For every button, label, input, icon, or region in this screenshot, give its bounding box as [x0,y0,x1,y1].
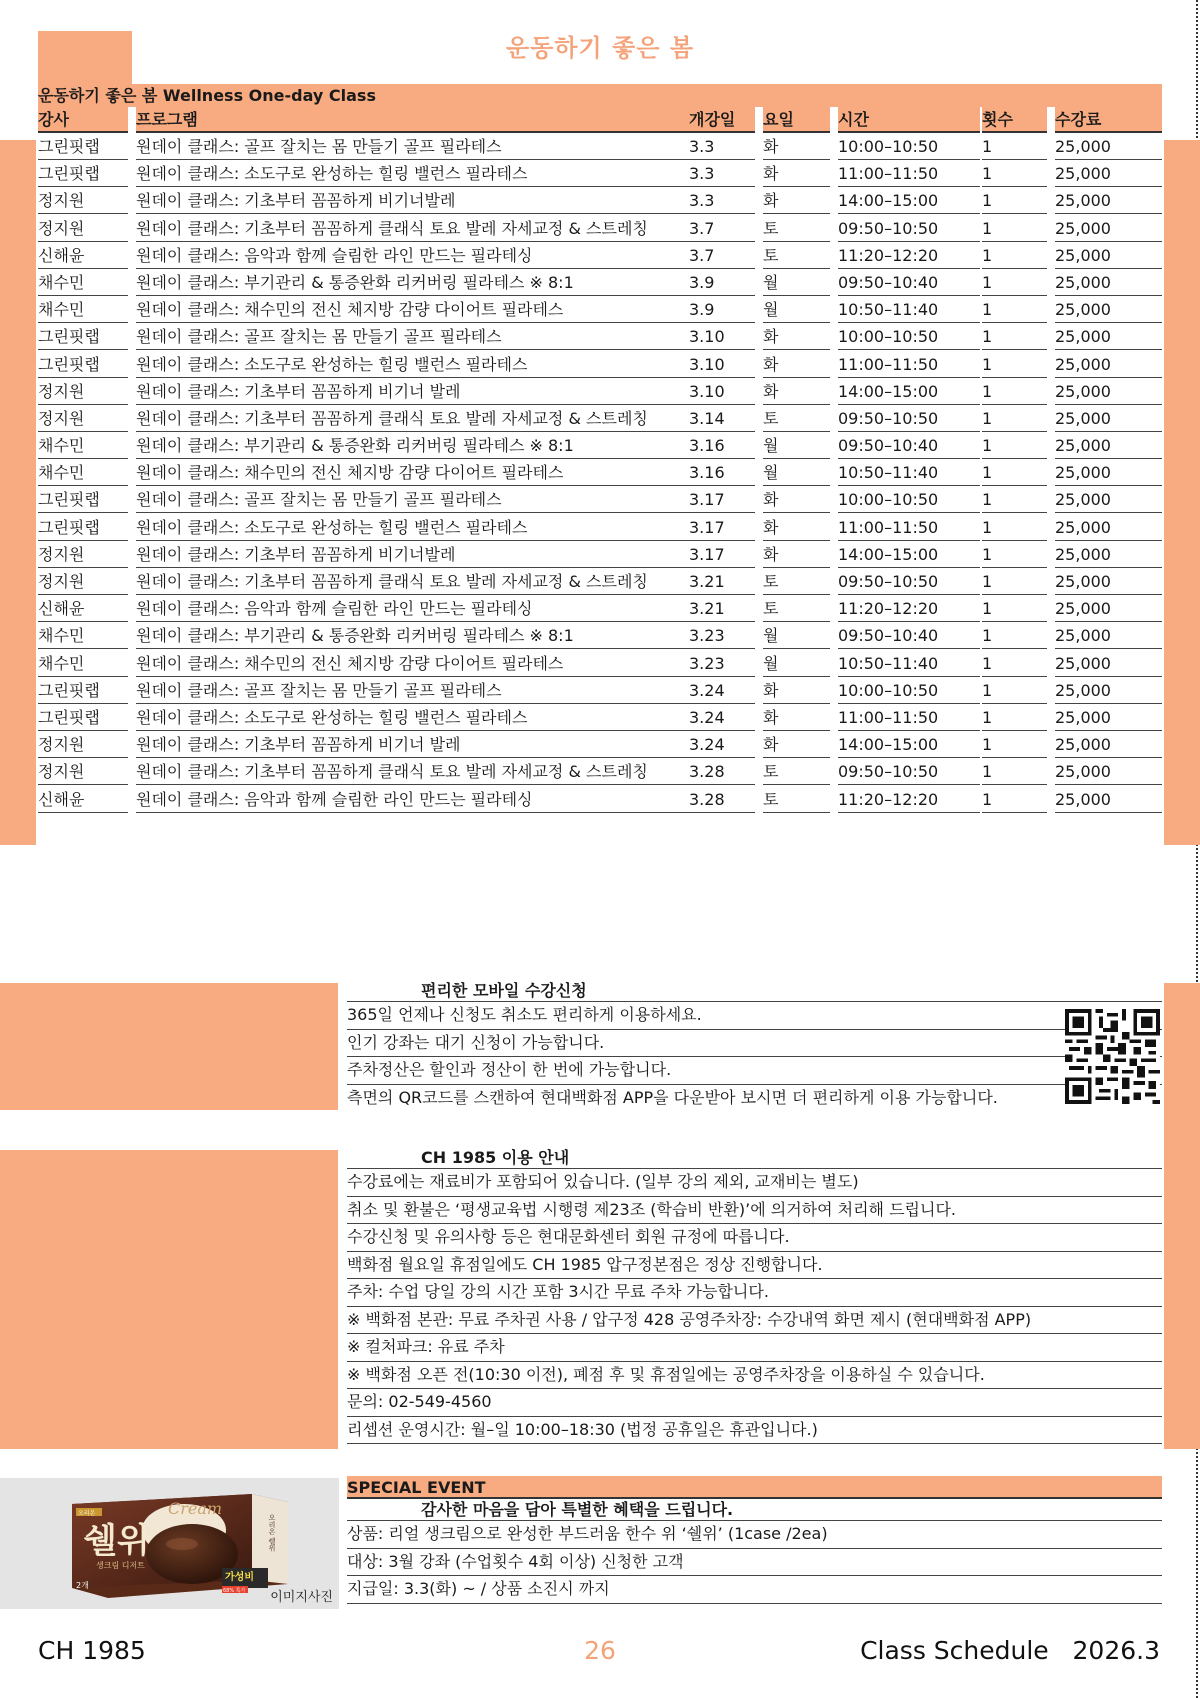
table-row [38,216,1162,243]
cell-instructor: 그린핏랩 [38,352,128,378]
cell-start-date: 3.24 [689,732,755,758]
table-row [38,243,1162,270]
cell-time: 14:00–15:00 [838,188,980,214]
cell-instructor: 그린핏랩 [38,161,128,187]
cell-instructor: 정지원 [38,406,128,432]
cell-start-date: 3.3 [689,134,755,160]
guide-line: 문의: 02-549-4560 [347,1389,1162,1417]
guide-line: ※ 백화점 본관: 무료 주차권 사용 / 압구정 428 공영주차장: 수강내역 화면 제시 (현대백화점 APP) [347,1307,1162,1335]
cell-program: 원데이 클래스: 기초부터 꼼꼼하게 클래식 토요 발레 자세교정 & 스트레칭 [136,216,727,242]
cell-sessions: 1 [982,596,1047,622]
cell-sessions: 1 [982,732,1047,758]
cell-fee: 25,000 [1055,623,1162,649]
product-package-image [72,1484,288,1602]
cell-fee: 25,000 [1055,188,1162,214]
cell-weekday: 월 [763,651,830,677]
cell-fee: 25,000 [1055,759,1162,785]
cell-program: 원데이 클래스: 채수민의 전신 체지방 감량 다이어트 필라테스 [136,460,727,486]
cell-sessions: 1 [982,705,1047,731]
mobile-registration-section [347,980,1162,1112]
cell-sessions: 1 [982,759,1047,785]
cell-sessions: 1 [982,243,1047,269]
cell-time: 11:00–11:50 [838,705,980,731]
cell-instructor: 정지원 [38,216,128,242]
cell-start-date: 3.9 [689,270,755,296]
package-sub: 생크림 디저트 [96,1561,145,1570]
cell-start-date: 3.10 [689,324,755,350]
cell-program: 원데이 클래스: 소도구로 완성하는 힐링 밸런스 필라테스 [136,705,727,731]
cell-instructor: 신해윤 [38,243,128,269]
cell-program: 원데이 클래스: 골프 잘치는 몸 만들기 골프 필라테스 [136,134,727,160]
footer-schedule-label: Class Schedule 2026.3 [860,1636,1160,1665]
cell-program: 원데이 클래스: 부기관리 & 통증완화 리커버링 필라테스 ※ 8:1 [136,270,727,296]
schedule-header-row [38,107,1162,134]
table-row [38,188,1162,215]
cell-start-date: 3.7 [689,216,755,242]
mobile-line: 측면의 QR코드를 스캔하여 현대백화점 APP을 다운받아 보시면 더 편리하게 이용 가능합니다. [347,1087,998,1107]
cell-instructor: 그린핏랩 [38,324,128,350]
cell-time: 09:50–10:40 [838,623,980,649]
cell-start-date: 3.16 [689,460,755,486]
cell-sessions: 1 [982,270,1047,296]
cell-time: 11:20–12:20 [838,243,980,269]
cell-fee: 25,000 [1055,651,1162,677]
cell-time: 14:00–15:00 [838,732,980,758]
table-row [38,623,1162,650]
table-row [38,270,1162,297]
cell-start-date: 3.3 [689,188,755,214]
cell-sessions: 1 [982,161,1047,187]
guide-section-title: CH 1985 이용 안내 [347,1147,1162,1169]
cell-sessions: 1 [982,487,1047,513]
cell-fee: 25,000 [1055,487,1162,513]
cell-program: 원데이 클래스: 음악과 함께 슬림한 라인 만드는 필라테싱 [136,787,727,813]
event-line: 지급일: 3.3(화) ~ / 상품 소진시 까지 [347,1576,1162,1604]
cell-fee: 25,000 [1055,352,1162,378]
table-row [38,379,1162,406]
table-row [38,297,1162,324]
cell-start-date: 3.28 [689,787,755,813]
decor-block-left-guide [0,1150,338,1449]
cell-sessions: 1 [982,324,1047,350]
cell-program: 원데이 클래스: 기초부터 꼼꼼하게 클래식 토요 발레 자세교정 & 스트레칭 [136,759,727,785]
cell-start-date: 3.14 [689,406,755,432]
table-row [38,787,1162,814]
cell-fee: 25,000 [1055,243,1162,269]
package-count: 2개 [76,1581,89,1590]
cell-sessions: 1 [982,651,1047,677]
cell-program: 원데이 클래스: 기초부터 꼼꼼하게 비기너 발레 [136,732,727,758]
cell-time: 09:50–10:50 [838,569,980,595]
page-number: 26 [584,1636,616,1665]
package-name: 쉘위 [84,1521,150,1561]
table-row [38,678,1162,705]
cell-time: 14:00–15:00 [838,542,980,568]
table-row [38,515,1162,542]
cell-sessions: 1 [982,678,1047,704]
cell-program: 원데이 클래스: 골프 잘치는 몸 만들기 골프 필라테스 [136,487,727,513]
cell-weekday: 화 [763,379,830,405]
cell-start-date: 3.17 [689,515,755,541]
cell-instructor: 정지원 [38,732,128,758]
mobile-section-title: 편리한 모바일 수강신청 [347,980,1162,1002]
cell-start-date: 3.17 [689,487,755,513]
event-product-image [0,1478,339,1609]
cell-weekday: 토 [763,243,830,269]
cell-instructor: 채수민 [38,651,128,677]
event-title: 감사한 마음을 담아 특별한 혜택을 드립니다. [347,1499,1162,1521]
image-caption: 이미지사진 [270,1590,333,1605]
cell-weekday: 토 [763,216,830,242]
cell-fee: 25,000 [1055,161,1162,187]
cell-program: 원데이 클래스: 소도구로 완성하는 힐링 밸런스 필라테스 [136,352,727,378]
cell-time: 14:00–15:00 [838,379,980,405]
table-row [38,651,1162,678]
cell-instructor: 그린핏랩 [38,487,128,513]
cell-time: 10:50–11:40 [838,651,980,677]
cell-weekday: 화 [763,324,830,350]
cell-instructor: 정지원 [38,379,128,405]
cell-fee: 25,000 [1055,433,1162,459]
cell-instructor: 그린핏랩 [38,705,128,731]
mobile-line: 인기 강좌는 대기 신청이 가능합니다. [347,1030,1162,1058]
cell-program: 원데이 클래스: 음악과 함께 슬림한 라인 만드는 필라테싱 [136,596,727,622]
cell-fee: 25,000 [1055,515,1162,541]
guide-line: ※ 백화점 오픈 전(10:30 이전), 폐점 후 및 휴점일에는 공영주차장을 이용하실 수 있습니다. [347,1362,1162,1390]
cell-start-date: 3.7 [689,243,755,269]
cell-time: 11:00–11:50 [838,352,980,378]
cell-weekday: 토 [763,596,830,622]
table-row [38,487,1162,514]
guide-line: 백화점 월요일 휴점일에도 CH 1985 압구정본점은 정상 진행합니다. [347,1252,1162,1280]
header-fee: 수강료 [1055,107,1162,133]
package-side-text: 오리온 쉘위 [268,1514,276,1552]
cell-weekday: 화 [763,542,830,568]
cell-weekday: 화 [763,515,830,541]
cell-sessions: 1 [982,297,1047,323]
cell-time: 09:50–10:50 [838,406,980,432]
table-row [38,569,1162,596]
table-row [38,596,1162,623]
cell-fee: 25,000 [1055,406,1162,432]
cell-program: 원데이 클래스: 부기관리 & 통증완화 리커버링 필라테스 ※ 8:1 [136,433,727,459]
cell-sessions: 1 [982,134,1047,160]
cell-instructor: 그린핏랩 [38,134,128,160]
cell-fee: 25,000 [1055,379,1162,405]
table-row [38,161,1162,188]
table-row [38,324,1162,351]
cell-time: 10:50–11:40 [838,297,980,323]
table-row [38,134,1162,161]
cell-weekday: 화 [763,487,830,513]
table-row [38,406,1162,433]
footer-brand: CH 1985 [38,1636,146,1665]
cell-start-date: 3.10 [689,352,755,378]
decor-block-left-mobile [0,983,338,1110]
cell-weekday: 월 [763,623,830,649]
guide-line: 수강료에는 재료비가 포함되어 있습니다. (일부 강의 제외, 교재비는 별도) [347,1169,1162,1197]
cell-weekday: 월 [763,270,830,296]
cell-fee: 25,000 [1055,542,1162,568]
cell-weekday: 화 [763,161,830,187]
cell-time: 11:00–11:50 [838,515,980,541]
cell-fee: 25,000 [1055,324,1162,350]
table-row [38,352,1162,379]
schedule-table [38,84,1162,814]
cell-instructor: 채수민 [38,433,128,459]
cell-time: 11:20–12:20 [838,787,980,813]
cell-time: 10:00–10:50 [838,134,980,160]
cell-start-date: 3.23 [689,651,755,677]
cell-sessions: 1 [982,787,1047,813]
cell-program: 원데이 클래스: 채수민의 전신 체지방 감량 다이어트 필라테스 [136,651,727,677]
cell-sessions: 1 [982,515,1047,541]
cell-program: 원데이 클래스: 기초부터 꼼꼼하게 클래식 토요 발레 자세교정 & 스트레칭 [136,569,727,595]
cell-program: 원데이 클래스: 기초부터 꼼꼼하게 비기너발레 [136,542,727,568]
cell-time: 10:50–11:40 [838,460,980,486]
cell-program: 원데이 클래스: 골프 잘치는 몸 만들기 골프 필라테스 [136,678,727,704]
cell-instructor: 채수민 [38,297,128,323]
cell-sessions: 1 [982,542,1047,568]
cell-weekday: 화 [763,134,830,160]
cell-start-date: 3.10 [689,379,755,405]
cell-sessions: 1 [982,433,1047,459]
cell-weekday: 토 [763,406,830,432]
cell-start-date: 3.24 [689,678,755,704]
cell-program: 원데이 클래스: 소도구로 완성하는 힐링 밸런스 필라테스 [136,515,727,541]
table-row [38,542,1162,569]
guide-line: 리셉션 운영시간: 월–일 10:00–18:30 (법정 공휴일은 휴관입니다.) [347,1417,1162,1445]
cell-sessions: 1 [982,569,1047,595]
cell-start-date: 3.16 [689,433,755,459]
cell-time: 10:00–10:50 [838,487,980,513]
cell-fee: 25,000 [1055,270,1162,296]
mobile-line: 주차정산은 할인과 정산이 한 번에 가능합니다. [347,1057,1162,1085]
cell-start-date: 3.9 [689,297,755,323]
schedule-banner: 운동하기 좋은 봄 Wellness One-day Class [38,84,1162,107]
cell-fee: 25,000 [1055,216,1162,242]
cell-time: 10:00–10:50 [838,324,980,350]
cell-fee: 25,000 [1055,787,1162,813]
cell-start-date: 3.21 [689,569,755,595]
cell-fee: 25,000 [1055,134,1162,160]
event-line: 대상: 3월 강좌 (수업횟수 4회 이상) 신청한 고객 [347,1549,1162,1577]
cell-program: 원데이 클래스: 기초부터 꼼꼼하게 비기너발레 [136,188,727,214]
cell-weekday: 화 [763,732,830,758]
cell-instructor: 신해윤 [38,596,128,622]
cell-instructor: 그린핏랩 [38,678,128,704]
cell-fee: 25,000 [1055,678,1162,704]
decor-block-left-schedule [0,140,36,845]
cell-instructor: 채수민 [38,460,128,486]
cell-weekday: 토 [763,759,830,785]
table-row [38,433,1162,460]
header-instructor: 강사 [38,107,128,133]
guide-line: 취소 및 환불은 ‘평생교육법 시행령 제23조 (학습비 반환)’에 의거하여 처리해 드립니다. [347,1197,1162,1225]
cell-sessions: 1 [982,406,1047,432]
header-program: 프로그램 [136,107,727,133]
cell-fee: 25,000 [1055,460,1162,486]
cell-weekday: 화 [763,188,830,214]
guide-line: 수강신청 및 유의사항 등은 현대문화센터 회원 규정에 따릅니다. [347,1224,1162,1252]
schedule-rows [38,134,1162,814]
package-brand: 오리온 [78,1510,96,1517]
mobile-line: 365일 언제나 신청도 취소도 편리하게 이용하세요. [347,1002,1162,1030]
cell-sessions: 1 [982,460,1047,486]
cell-sessions: 1 [982,623,1047,649]
header-start-date: 개강일 [689,107,755,133]
cell-program: 원데이 클래스: 부기관리 & 통증완화 리커버링 필라테스 ※ 8:1 [136,623,727,649]
package-badge-sub: 68% 특가 [223,1588,246,1594]
package-badge: 가성비 [225,1572,254,1583]
cell-sessions: 1 [982,188,1047,214]
cell-instructor: 채수민 [38,623,128,649]
cell-sessions: 1 [982,216,1047,242]
header-weekday: 요일 [763,107,830,133]
table-row [38,759,1162,786]
guide-line: 주차: 수업 당일 강의 시간 포함 3시간 무료 주차 가능합니다. [347,1279,1162,1307]
cell-weekday: 월 [763,297,830,323]
table-row [38,705,1162,732]
cell-fee: 25,000 [1055,705,1162,731]
cell-program: 원데이 클래스: 기초부터 꼼꼼하게 클래식 토요 발레 자세교정 & 스트레칭 [136,406,727,432]
package-script: Cream [168,1499,223,1518]
header-sessions: 횟수 [982,107,1047,133]
guide-line: ※ 컬처파크: 유료 주차 [347,1334,1162,1362]
cell-weekday: 토 [763,787,830,813]
cell-start-date: 3.24 [689,705,755,731]
cell-start-date: 3.21 [689,596,755,622]
cell-program: 원데이 클래스: 음악과 함께 슬림한 라인 만드는 필라테싱 [136,243,727,269]
cell-weekday: 화 [763,352,830,378]
cell-instructor: 정지원 [38,542,128,568]
cell-instructor: 정지원 [38,188,128,214]
cell-fee: 25,000 [1055,569,1162,595]
cell-weekday: 토 [763,569,830,595]
cell-fee: 25,000 [1055,297,1162,323]
usage-guide-section [347,1147,1162,1444]
special-event-section [347,1476,1162,1604]
cell-time: 09:50–10:40 [838,270,980,296]
decor-block-right-info [1164,983,1200,1449]
header-time: 시간 [838,107,980,133]
cell-instructor: 정지원 [38,569,128,595]
cell-weekday: 월 [763,460,830,486]
cell-weekday: 화 [763,678,830,704]
qr-code-icon[interactable] [1065,1009,1160,1104]
cell-fee: 25,000 [1055,732,1162,758]
event-header: SPECIAL EVENT [347,1476,1162,1499]
cell-instructor: 신해윤 [38,787,128,813]
cell-instructor: 채수민 [38,270,128,296]
table-row [38,732,1162,759]
page-title: 운동하기 좋은 봄 [506,34,694,62]
cell-time: 09:50–10:50 [838,216,980,242]
cell-program: 원데이 클래스: 골프 잘치는 몸 만들기 골프 필라테스 [136,324,727,350]
cell-program: 원데이 클래스: 채수민의 전신 체지방 감량 다이어트 필라테스 [136,297,727,323]
cell-time: 11:00–11:50 [838,161,980,187]
cell-time: 10:00–10:50 [838,678,980,704]
cell-start-date: 3.17 [689,542,755,568]
cell-instructor: 그린핏랩 [38,515,128,541]
cell-weekday: 화 [763,705,830,731]
cell-program: 원데이 클래스: 소도구로 완성하는 힐링 밸런스 필라테스 [136,161,727,187]
cell-instructor: 정지원 [38,759,128,785]
event-line: 상품: 리얼 생크림으로 완성한 부드러움 한수 위 ‘쉘위’ (1case /2ea) [347,1521,1162,1549]
cell-sessions: 1 [982,379,1047,405]
cell-start-date: 3.23 [689,623,755,649]
cell-time: 11:20–12:20 [838,596,980,622]
cell-time: 09:50–10:50 [838,759,980,785]
cell-start-date: 3.3 [689,161,755,187]
cell-fee: 25,000 [1055,596,1162,622]
decor-block-right-schedule [1164,140,1200,845]
cell-start-date: 3.28 [689,759,755,785]
cell-program: 원데이 클래스: 기초부터 꼼꼼하게 비기너 발레 [136,379,727,405]
cell-time: 09:50–10:40 [838,433,980,459]
cell-weekday: 월 [763,433,830,459]
table-row [38,460,1162,487]
cell-sessions: 1 [982,352,1047,378]
